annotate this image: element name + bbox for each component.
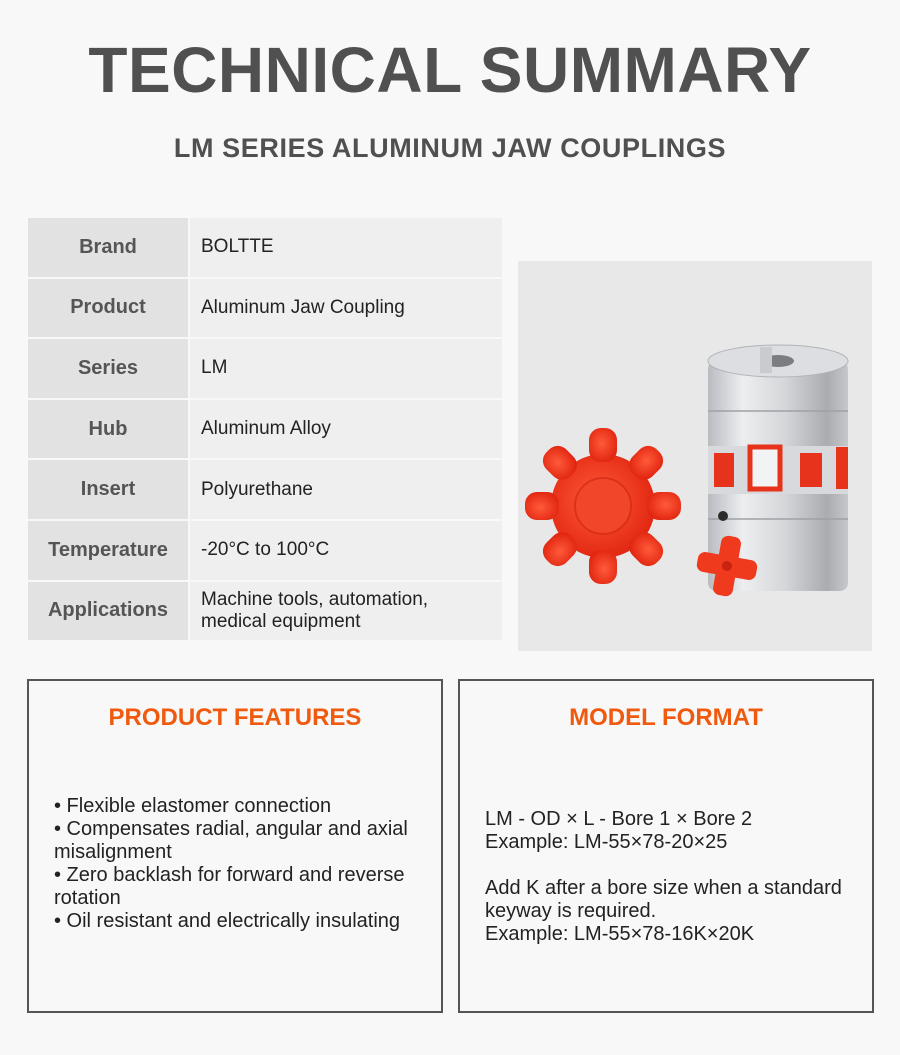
model-format-example: Example: LM-55×78-20×25: [485, 831, 728, 853]
spec-row-temperature: [28, 520, 502, 581]
spec-value: [190, 339, 502, 398]
spec-row-hub: [28, 399, 502, 460]
spec-key: Applications: [28, 582, 188, 641]
model-format-heading: MODEL FORMAT: [569, 704, 763, 731]
spec-value-text: Polyurethane: [201, 478, 313, 500]
model-format-box: [458, 679, 874, 1013]
feature-item: • Oil resistant and electrically insulating: [54, 910, 401, 932]
spec-key: Brand: [28, 218, 188, 277]
spec-value: [190, 460, 502, 519]
spec-row-applications: [28, 581, 502, 642]
spec-key: Hub: [28, 400, 188, 459]
model-format-pattern: LM - OD × L - Bore 1 × Bore 2: [485, 808, 753, 830]
spec-value: [190, 218, 502, 277]
spec-key: Insert: [28, 460, 188, 519]
spider-insert-large: [525, 428, 681, 584]
spec-row-insert: [28, 459, 502, 520]
model-format-text: [485, 808, 852, 946]
features-list: [54, 795, 411, 933]
page-subtitle: LM SERIES ALUMINUM JAW COUPLINGS: [173, 133, 727, 163]
spec-value-text: -20°C to 100°C: [201, 539, 330, 561]
spec-value: [190, 400, 502, 459]
features-heading: PRODUCT FEATURES: [108, 704, 362, 731]
spec-value: [190, 279, 502, 338]
page-title: TECHNICAL SUMMARY: [88, 34, 812, 106]
product-photo: [518, 261, 872, 651]
spec-value: [190, 582, 502, 641]
spec-value-text: BOLTTE: [201, 236, 274, 258]
spec-row-series: [28, 338, 502, 399]
spec-row-brand: [28, 217, 502, 278]
spec-table: [28, 217, 502, 641]
spec-value-text: Aluminum Alloy: [201, 418, 331, 440]
spec-value-text: LM: [201, 357, 228, 379]
feature-item: • Flexible elastomer connection: [54, 795, 332, 817]
spec-value-text: Aluminum Jaw Coupling: [201, 296, 405, 318]
spec-value-text: Machine tools, automation, medical equipment: [201, 588, 429, 632]
spec-key: Product: [28, 279, 188, 338]
spec-row-product: [28, 278, 502, 339]
keyway-note: Add K after a bore size when a standard keyway is required.: [485, 877, 842, 922]
feature-item: • Zero backlash for forward and reverse rotation: [54, 864, 405, 909]
keyway-example: Example: LM-55×78-16K×20K: [485, 923, 755, 945]
spec-key: Series: [28, 339, 188, 398]
feature-item: • Compensates radial, angular and axial misalignment: [54, 818, 408, 863]
spec-value: [190, 521, 502, 580]
product-features-box: [27, 679, 443, 1013]
spec-key: Temperature: [28, 521, 188, 580]
